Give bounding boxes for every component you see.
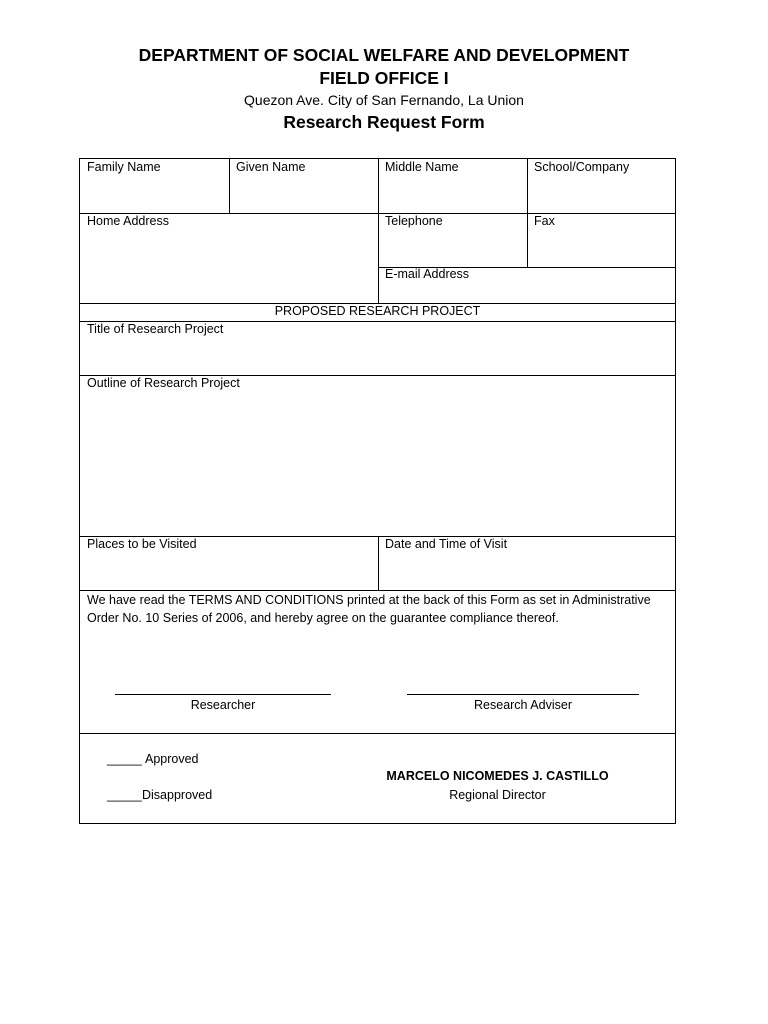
fax-field[interactable]: Fax <box>534 214 555 228</box>
given-name-field[interactable]: Given Name <box>236 160 306 174</box>
research-request-form <box>79 158 676 824</box>
section-title: PROPOSED RESEARCH PROJECT <box>274 304 481 318</box>
places-visited-field[interactable]: Places to be Visited <box>87 537 197 551</box>
form-title: Research Request Form <box>283 112 485 132</box>
adviser-label: Research Adviser <box>474 698 572 712</box>
researcher-label: Researcher <box>190 698 256 712</box>
office-address: Quezon Ave. City of San Fernando, La Union <box>244 92 524 108</box>
researcher-signature-line[interactable] <box>115 694 331 695</box>
email-field[interactable]: E-mail Address <box>385 267 470 281</box>
disapproved-blank[interactable]: _____ <box>107 788 142 802</box>
column-divider <box>229 159 230 213</box>
research-outline-field[interactable]: Outline of Research Project <box>87 376 240 390</box>
regional-director-name: MARCELO NICOMEDES J. CASTILLO <box>386 769 609 783</box>
visit-datetime-field[interactable]: Date and Time of Visit <box>385 537 508 551</box>
middle-name-field[interactable]: Middle Name <box>385 160 459 174</box>
research-title-field[interactable]: Title of Research Project <box>87 322 224 336</box>
family-name-field[interactable]: Family Name <box>87 160 161 174</box>
adviser-signature-line[interactable] <box>407 694 639 695</box>
terms-statement: We have read the TERMS AND CONDITIONS printed at the back of this Form as set in Administrative Order No. 10 Series of 2006, and hereby agree on the guarantee compliance thereof. <box>87 593 651 625</box>
approved-blank[interactable]: _____ <box>107 752 142 766</box>
regional-director-title: Regional Director <box>449 788 546 802</box>
field-office: FIELD OFFICE I <box>319 68 449 88</box>
home-address-field[interactable]: Home Address <box>87 214 169 228</box>
column-divider <box>378 159 379 303</box>
school-company-field[interactable]: School/Company <box>534 160 630 174</box>
disapproved-label: Disapproved <box>142 788 213 802</box>
approved-label: Approved <box>145 752 199 766</box>
telephone-field[interactable]: Telephone <box>385 214 443 228</box>
row-divider <box>80 733 675 734</box>
department-name: DEPARTMENT OF SOCIAL WELFARE AND DEVELOPMENT <box>138 45 630 65</box>
column-divider <box>378 536 379 590</box>
column-divider <box>527 159 528 267</box>
